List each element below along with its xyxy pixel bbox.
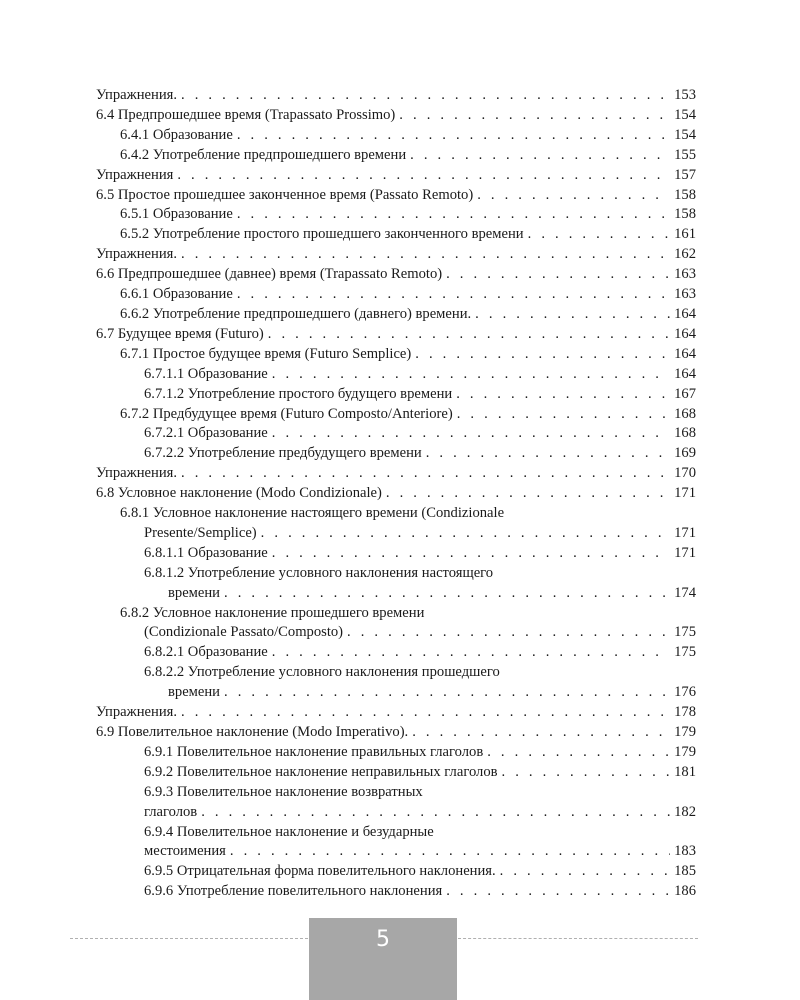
toc-entry-page-number: 170 — [674, 465, 696, 482]
toc-entry-title: 6.6.2 Употребление предпрошедшего (давнего) времени. — [120, 305, 472, 322]
toc-entry[interactable] — [96, 723, 696, 743]
toc-entry-title: 6.7 Будущее время (Futuro) — [96, 325, 264, 342]
dot-leader — [226, 842, 670, 862]
toc-entry-page-number: 161 — [674, 226, 696, 243]
toc-entry[interactable] — [96, 126, 696, 146]
dot-leader — [442, 882, 670, 902]
dot-leader — [220, 584, 670, 604]
toc-entry[interactable] — [96, 484, 696, 504]
dot-leader — [422, 444, 670, 464]
toc-entry-title: 6.4.1 Образование — [120, 126, 233, 143]
toc-entry-title: 6.7.2.2 Употребление предбудущего времени — [144, 445, 422, 462]
page-number: 5 — [376, 927, 390, 952]
toc-entry-page-number: 175 — [674, 644, 696, 661]
toc-entry-title: 6.4.2 Употребление предпрошедшего времени — [120, 146, 407, 163]
footer-divider-right — [458, 938, 698, 939]
dot-leader — [268, 424, 670, 444]
dot-leader — [268, 365, 670, 385]
toc-entry-title-first-line: 6.9.4 Повелительное наклонение и безударные — [144, 823, 434, 840]
toc-entry-title-first-line: 6.8.2 Условное наклонение прошедшего времени — [120, 604, 425, 621]
toc-entry-title: 6.7.2.1 Образование — [144, 425, 268, 442]
toc-entry-title: 6.9.5 Отрицательная форма повелительного наклонения. — [144, 863, 496, 880]
toc-entry[interactable] — [96, 763, 696, 783]
toc-entry-page-number: 164 — [674, 325, 696, 342]
toc-entry-title: 6.5.2 Употребление простого прошедшего законченного времени — [120, 226, 524, 243]
toc-entry-title: 6.8.2.1 Образование — [144, 644, 268, 661]
toc-entry-page-number: 162 — [674, 246, 696, 263]
dot-leader — [496, 862, 670, 882]
toc-entry[interactable] — [96, 345, 696, 365]
dot-leader — [233, 205, 670, 225]
toc-entry-title: Упражнения. — [96, 87, 177, 103]
toc-entry-title: глаголов — [144, 803, 198, 820]
dot-leader — [233, 126, 670, 146]
dot-leader — [177, 86, 670, 106]
toc-entry-page-number: 178 — [674, 704, 696, 721]
toc-entry[interactable] — [96, 882, 696, 902]
toc-entry[interactable] — [96, 166, 696, 186]
toc-entry[interactable] — [96, 683, 696, 703]
toc-entry-page-number: 185 — [674, 863, 696, 880]
toc-entry[interactable] — [96, 703, 696, 723]
toc-entry-page-number: 175 — [674, 624, 696, 641]
toc-entry-page-number: 155 — [674, 146, 696, 163]
dot-leader — [498, 763, 670, 783]
toc-entry-title: Упражнения. — [96, 246, 177, 263]
toc-entry-page-number: 179 — [674, 724, 696, 740]
table-of-contents — [96, 86, 696, 902]
toc-entry[interactable] — [96, 464, 696, 484]
toc-entry-page-number: 168 — [674, 425, 696, 442]
dot-leader — [268, 544, 670, 564]
toc-entry-title-first-line: 6.8.2.2 Употребление условного наклонения прошедшего — [144, 664, 500, 681]
toc-entry-title: 6.5.1 Образование — [120, 206, 233, 223]
toc-entry[interactable] — [96, 424, 696, 444]
dot-leader — [343, 623, 670, 643]
toc-entry-page-number: 171 — [674, 485, 696, 502]
toc-entry-page-number: 176 — [674, 684, 696, 701]
toc-entry[interactable] — [96, 245, 696, 265]
toc-entry[interactable] — [96, 225, 696, 245]
dot-leader — [524, 225, 670, 245]
toc-entry-title: Упражнения. — [96, 704, 177, 721]
dot-leader — [483, 743, 670, 763]
toc-entry[interactable] — [96, 584, 696, 604]
dot-leader — [382, 484, 670, 504]
dot-leader — [177, 703, 670, 723]
toc-entry-page-number: 163 — [674, 286, 696, 303]
toc-entry[interactable] — [96, 743, 696, 763]
toc-entry-page-number: 174 — [674, 584, 696, 601]
toc-entry-title: 6.9.2 Повелительное наклонение неправильных глаголов — [144, 763, 498, 780]
toc-entry-page-number: 182 — [674, 803, 696, 820]
toc-entry[interactable] — [96, 405, 696, 425]
toc-entry-title: 6.9.1 Повелительное наклонение правильных глаголов — [144, 743, 484, 760]
toc-entry-title: местоимения — [144, 843, 226, 860]
toc-entry[interactable] — [96, 524, 696, 544]
toc-entry-title-first-line: 6.8.1 Условное наклонение настоящего времени (Condizionale — [120, 505, 505, 522]
dot-leader — [452, 385, 670, 405]
toc-entry-title: (Condizionale Passato/Composto) — [144, 624, 344, 641]
toc-entry-page-number: 186 — [674, 883, 696, 900]
dot-leader — [411, 345, 670, 365]
toc-entry-title: 6.4 Предпрошедшее время (Trapassato Prossimo) — [96, 106, 396, 123]
toc-entry-title: Упражнения. — [96, 465, 177, 482]
toc-entry-page-number: 169 — [674, 445, 696, 462]
dot-leader — [177, 464, 670, 484]
toc-entry[interactable] — [96, 862, 696, 882]
toc-entry-title-first-line: 6.9.3 Повелительное наклонение возвратных — [144, 783, 423, 800]
toc-entry-page-number: 167 — [674, 385, 696, 402]
toc-entry-title: Presente/Semplice) — [144, 524, 257, 541]
toc-entry-page-number: 163 — [674, 266, 696, 283]
dot-leader — [264, 325, 670, 345]
toc-entry-page-number: 158 — [674, 206, 696, 223]
toc-entry-page-number: 179 — [674, 743, 696, 760]
toc-entry[interactable] — [96, 623, 696, 643]
toc-entry[interactable] — [96, 325, 696, 345]
toc-entry[interactable] — [96, 643, 696, 663]
toc-entry[interactable] — [96, 385, 696, 405]
toc-entry-page-number: 168 — [674, 405, 696, 422]
dot-leader — [268, 643, 670, 663]
dot-leader — [257, 524, 670, 544]
dot-leader — [442, 265, 670, 285]
toc-entry[interactable] — [96, 444, 696, 464]
toc-entry-title: 6.8 Условное наклонение (Modo Condizionale) — [96, 485, 382, 502]
toc-entry-page-number: 158 — [674, 186, 696, 203]
toc-entry-page-number: 183 — [674, 843, 696, 860]
toc-entry-page-number: 157 — [674, 166, 696, 183]
toc-entry-title: 6.6.1 Образование — [120, 286, 233, 303]
toc-entry-page-number: 154 — [674, 106, 696, 123]
toc-entry[interactable] — [96, 86, 696, 106]
dot-leader — [471, 305, 670, 325]
toc-entry[interactable] — [96, 106, 696, 126]
dot-leader — [395, 106, 670, 126]
toc-entry-page-number: 164 — [674, 305, 696, 322]
page-number-tab — [309, 918, 457, 1000]
toc-entry[interactable] — [96, 205, 696, 225]
toc-entry-title: 6.5 Простое прошедшее законченное время (Passato Remoto) — [96, 186, 474, 203]
toc-entry[interactable] — [96, 186, 696, 206]
toc-entry-page-number: 153 — [674, 87, 696, 103]
toc-entry[interactable] — [96, 305, 696, 325]
dot-leader — [453, 405, 670, 425]
toc-entry-title: 6.8.1.1 Образование — [144, 544, 268, 561]
toc-entry[interactable] — [96, 544, 696, 564]
toc-entry-title: времени — [168, 584, 220, 601]
toc-entry-title-first-line: 6.8.1.2 Употребление условного наклонения настоящего — [144, 564, 494, 581]
toc-entry-title: 6.7.2 Предбудущее время (Futuro Composto/Anteriore) — [120, 405, 453, 422]
dot-leader — [220, 683, 670, 703]
toc-entry[interactable] — [96, 146, 696, 166]
footer-divider-left — [70, 938, 308, 939]
toc-entry-title: времени — [168, 684, 220, 701]
dot-leader — [408, 723, 670, 743]
toc-entry[interactable] — [96, 285, 696, 305]
toc-entry-title: 6.6 Предпрошедшее (давнее) время (Trapassato Remoto) — [96, 266, 443, 283]
toc-entry-title: 6.9 Повелительное наклонение (Modo Imperativo). — [96, 724, 409, 740]
toc-entry-page-number: 171 — [674, 544, 696, 561]
toc-entry-page-number: 164 — [674, 345, 696, 362]
toc-entry[interactable] — [96, 365, 696, 385]
toc-entry-page-number: 164 — [674, 365, 696, 382]
toc-entry-title: 6.7.1 Простое будущее время (Futuro Semplice) — [120, 345, 412, 362]
toc-entry-title: 6.7.1.1 Образование — [144, 365, 268, 382]
toc-entry-title: Упражнения — [96, 166, 174, 183]
toc-entry-page-number: 154 — [674, 126, 696, 143]
toc-entry-page-number: 171 — [674, 524, 696, 541]
toc-entry[interactable] — [96, 803, 696, 823]
toc-entry-title: 6.9.6 Употребление повелительного наклонения — [144, 883, 443, 900]
dot-leader — [173, 166, 670, 186]
toc-entry-page-number: 181 — [674, 763, 696, 780]
dot-leader — [177, 245, 670, 265]
toc-entry[interactable] — [96, 265, 696, 285]
dot-leader — [233, 285, 670, 305]
dot-leader — [473, 186, 670, 206]
dot-leader — [406, 146, 670, 166]
toc-entry-title: 6.7.1.2 Употребление простого будущего времени — [144, 385, 453, 402]
toc-entry[interactable] — [96, 842, 696, 862]
dot-leader — [197, 803, 670, 823]
